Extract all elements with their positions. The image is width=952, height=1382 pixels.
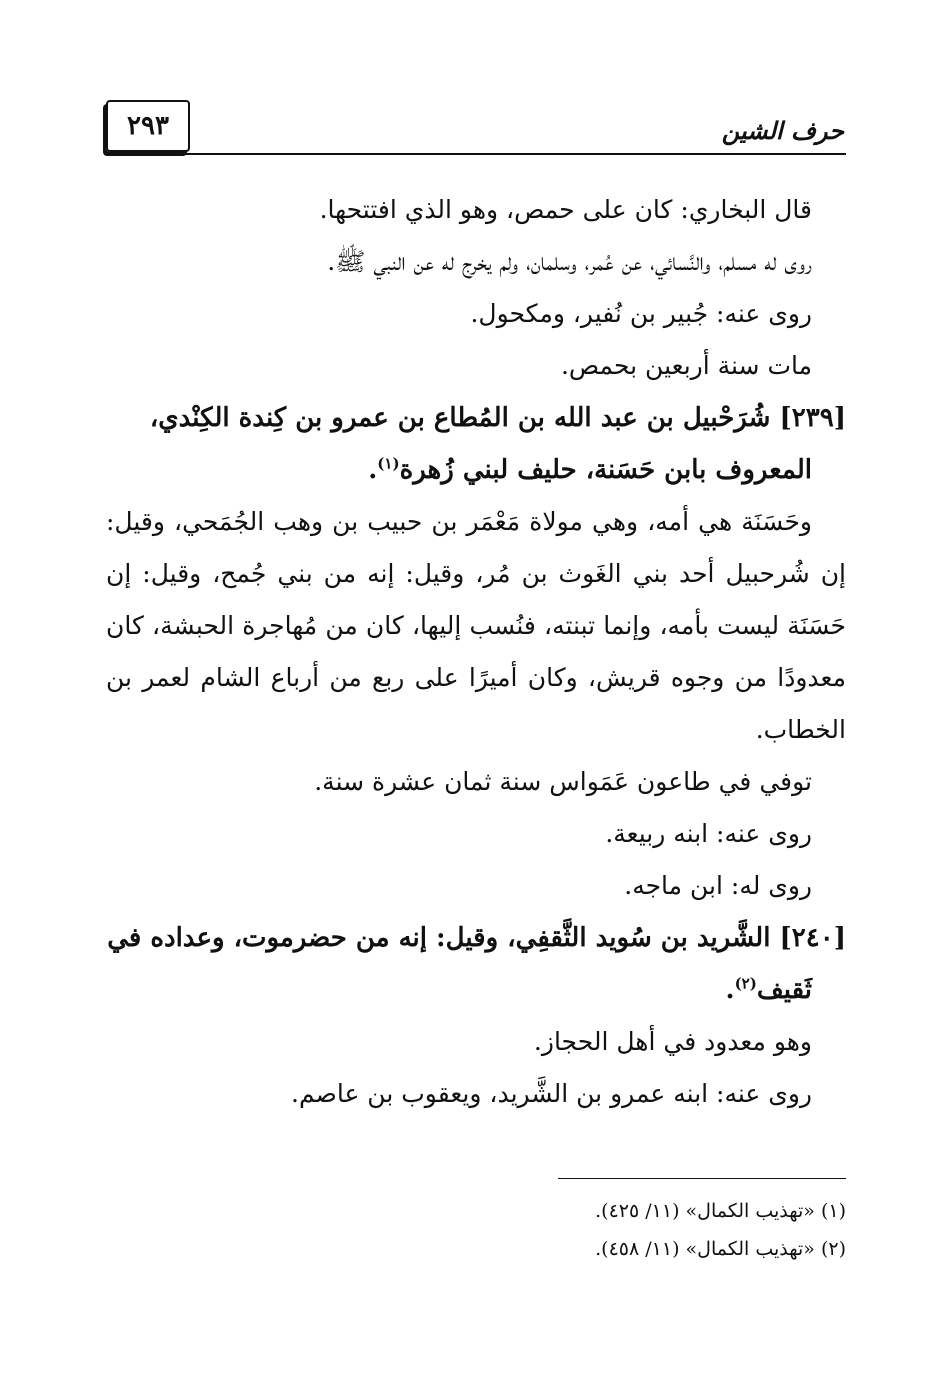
page-number: ٢٩٣ [106,100,190,152]
paragraph: روى له مسلم، والنَّسائي، عن عُمر، وسلمان، ولم يخرج له عن النبي ﷺ. [327,247,812,276]
paragraph: وهو معدود في أهل الحجاز. [533,1027,812,1056]
paragraph: قال البخاري: كان على حمص، وهو الذي افتتحها. [319,195,812,224]
footnotes [106,1192,846,1268]
entry-heading-line: ثَقيف$^{(٢)}$. [725,974,812,1005]
entry-heading-line: المعروف بابن حَسَنة، حليف لبني زُهرة$^{(١)}$. [368,454,812,485]
footnote: (٢) «تهذيب الكمال» (١١/ ٤٥٨). [595,1238,846,1260]
entry-heading-240 [106,912,846,1016]
footnote-rule [558,1178,846,1179]
entry-heading-239 [106,392,846,496]
paragraph: روى عنه: ابنه ربيعة. [605,819,812,848]
running-header-title: حرف الشين [721,116,844,145]
paragraph: روى عنه: ابنه عمرو بن الشَّريد، ويعقوب بن عاصم. [291,1079,812,1108]
paragraph: روى له: ابن ماجه. [624,871,812,900]
paragraph: توفي في طاعون عَمَواس سنة ثمان عشرة سنة. [314,767,812,796]
main-text [106,184,846,1120]
paragraph: وحَسَنَة هي أمه، وهي مولاة مَعْمَر بن حبيب بن وهب الجُمَحي، وقيل: إن شُرحبيل أحد بني الغَوث بن مُر، وقيل: إنه من بني جُمح، وقيل: إن حَسَنَة ليست بأمه، وإنما تبنته، فنُسب إليها، كان من مُهاجرة الحبشة، كان معدودًا من وجوه قريش، وكان أميرًا على ربع من أرباع الشام لعمر بن الخطاب. [106,507,846,744]
footnote: (١) «تهذيب الكمال» (١١/ ٤٢٥). [595,1200,846,1222]
header-rule [106,153,846,155]
entry-heading-line: [٢٤٠] الشَّريد بن سُويد الثَّقفِي، وقيل: إنه من حضرموت، وعداده في [107,923,846,953]
paragraph: روى عنه: جُبير بن نُفير، ومكحول. [470,299,812,328]
entry-heading-line: [٢٣٩] شُرَحْبيل بن عبد الله بن المُطاع بن عمرو بن كِندة الكِنْدي، [149,403,846,433]
footnote-reference: (١) [377,454,400,473]
footnote-reference: (٢) [734,974,757,993]
paragraph: مات سنة أربعين بحمص. [560,351,812,380]
